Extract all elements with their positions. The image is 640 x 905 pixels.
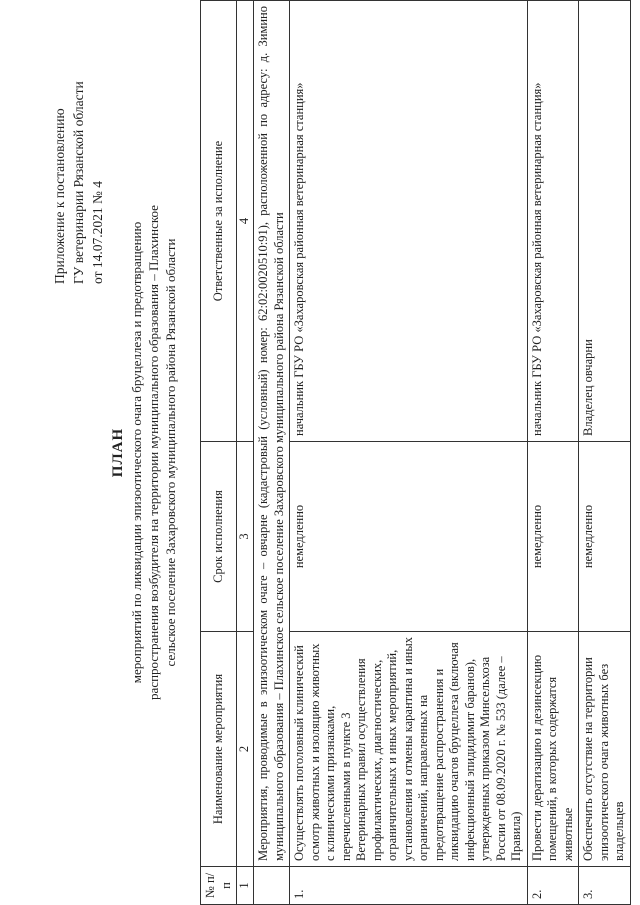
header-number: № п/п [201, 867, 237, 905]
plan-subtitle-line: распространения возбудителя на территории муниципального образования – Плахинское [146, 205, 161, 700]
table-header-row [201, 1, 237, 905]
plan-subtitle [128, 80, 179, 825]
header-responsible: Ответственные за исполнение [201, 1, 237, 442]
column-number: 4 [237, 1, 254, 442]
row-responsible: Владелец овчарни [579, 1, 631, 442]
column-number: 3 [237, 442, 254, 632]
row-measure: Провести дератизацию и дезинсекцию помещений, в которых содержатся животные [527, 632, 579, 867]
header-line: Приложение к постановлению [52, 108, 67, 284]
row-deadline: немедленно [579, 442, 631, 632]
column-number: 2 [237, 632, 254, 867]
header-line: ГУ ветеринарии Рязанской области [71, 81, 86, 284]
table-row [290, 1, 528, 905]
plan-subtitle-line: мероприятий по ликвидации эпизоотического очага бруцеллеза и предотвращению [129, 221, 144, 684]
header-deadline: Срок исполнения [201, 442, 237, 632]
table-row [579, 1, 631, 905]
plan-title: ПЛАН [110, 427, 126, 478]
row-number: 2. [527, 867, 579, 905]
row-number: 1. [290, 867, 528, 905]
row-responsible: начальник ГБУ РО «Захаровская районная ветеринарная станция» [290, 1, 528, 442]
row-measure: Осуществлять поголовный клинический осмотр животных и изоляцию животных с клиническими признаками, перечисленными в пункте 3 Ветеринарных правил осуществления профилактических, диагностических, ограничительных и иных мероприятий, установления и отмены карантина и иных ограничений, направленных на предотвращение распространения и ликвидацию очагов бруцеллеза (включая инфекционный эпидидимит баранов), утвержденных приказом Минсельхоза России от 08.09.2020 г. № 533 (далее – Правила) [290, 632, 528, 867]
row-deadline: немедленно [290, 442, 528, 632]
column-number-row [237, 1, 254, 905]
section-row [254, 1, 290, 905]
row-responsible: начальник ГБУ РО «Захаровская районная ветеринарная станция» [527, 1, 579, 442]
plan-subtitle-line: сельское поселение Захаровского муниципального района Рязанской области [163, 238, 178, 667]
row-deadline: немедленно [527, 442, 579, 632]
table-row [527, 1, 579, 905]
row-number: 3. [579, 867, 631, 905]
approval-header [50, 24, 107, 284]
measures-table [200, 0, 631, 905]
row-measure: Обеспечить отсутствие на территории эпизоотического очага животных без владельцев [579, 632, 631, 867]
header-measure: Наименование мероприятия [201, 632, 237, 867]
section-description: Мероприятия, проводимые в эпизоотическом очаге – овчарне (кадастровый (условный) номер: 62:02:0020510:91), расположенной по адресу: д. Зимино муниципального образования – Плахинское сельское поселение Захаровского муниципального района Рязанской области [254, 1, 290, 867]
header-line: от 14.07.2021 № 4 [90, 181, 105, 284]
column-number: 1 [237, 867, 254, 905]
